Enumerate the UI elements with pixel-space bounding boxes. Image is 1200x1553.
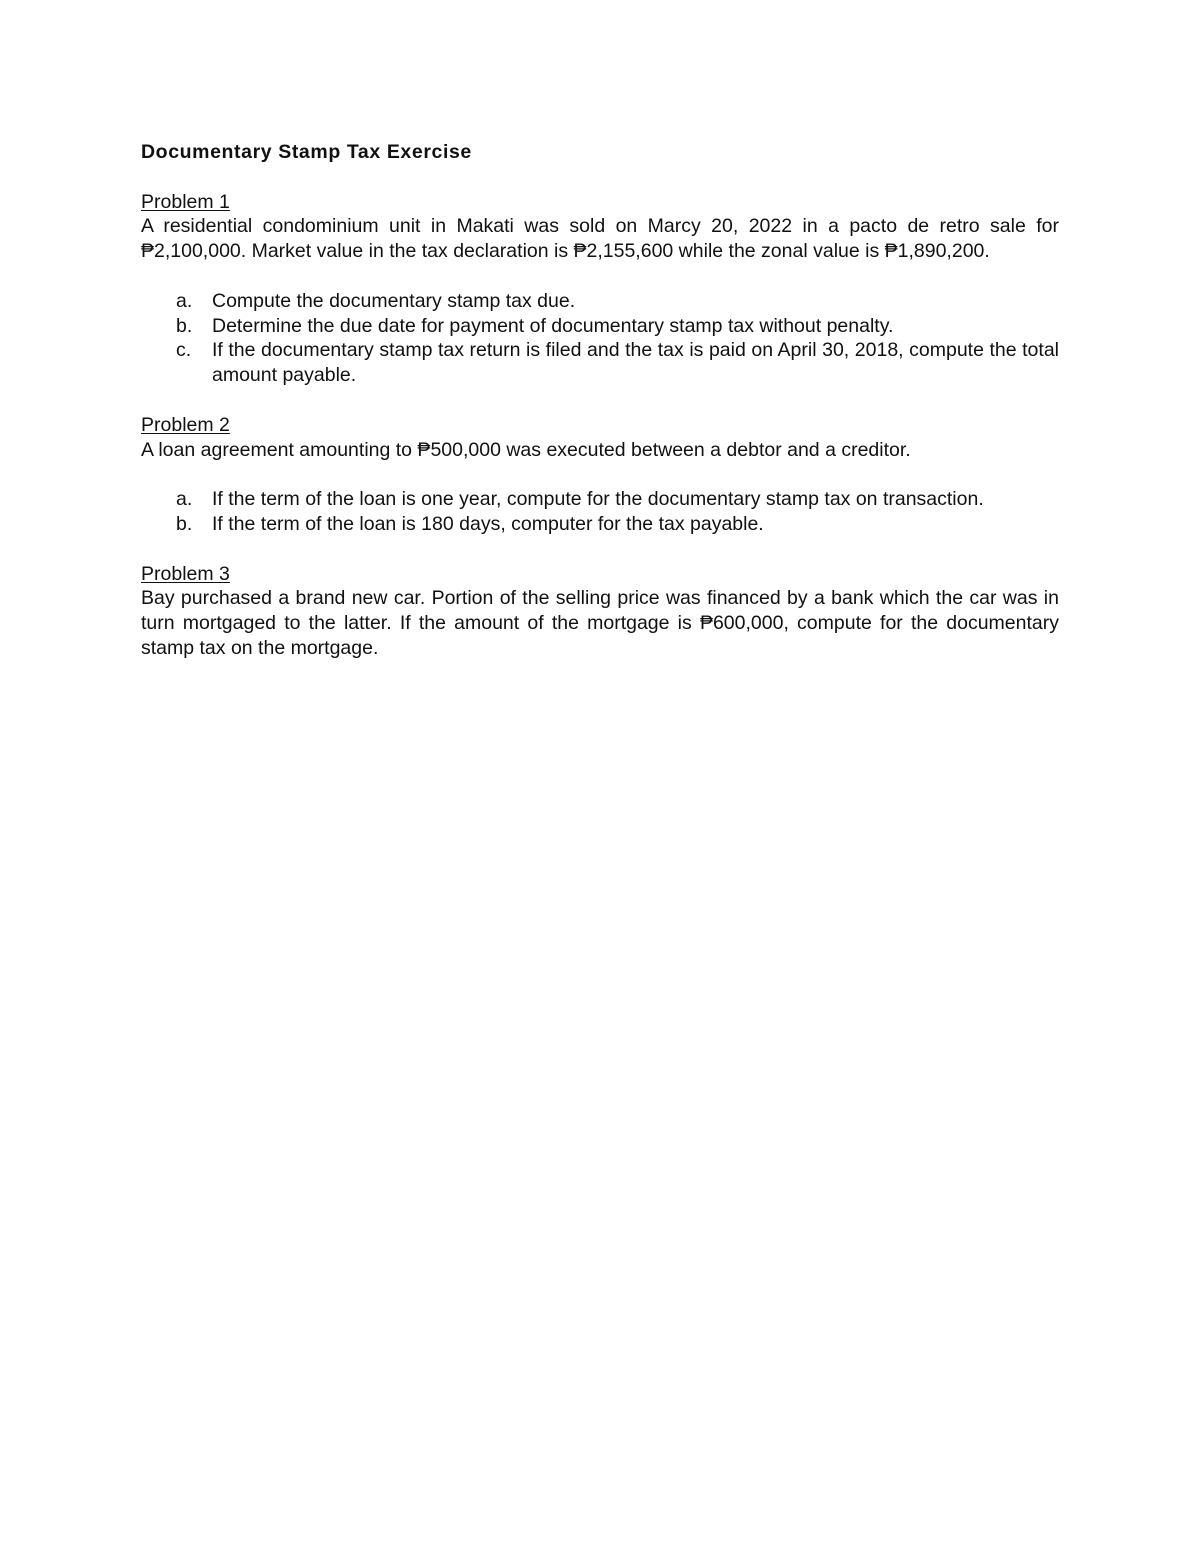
- list-marker: b.: [176, 314, 193, 337]
- problem-2-list: [141, 487, 1059, 537]
- document-title: Documentary Stamp Tax Exercise: [141, 141, 472, 163]
- problem-2-section: [141, 413, 1059, 537]
- list-marker: c.: [176, 339, 192, 362]
- list-item-text: Compute the documentary stamp tax due.: [212, 289, 576, 312]
- list-marker: a.: [176, 488, 193, 511]
- problem-3-section: [141, 562, 1059, 661]
- problem-1-text: A residential condominium unit in Makati was sold on Marcy 20, 2022 in a pacto de retro sale for ₱2,100,000. Market value in the tax declaration is ₱2,155,600 while the zonal value is ₱1,890,200.: [141, 215, 1059, 263]
- list-item-text: If the term of the loan is 180 days, computer for the tax payable.: [212, 512, 764, 535]
- document-page: [141, 140, 1059, 686]
- problem-1-heading: Problem 1: [141, 190, 230, 213]
- list-item-text: If the term of the loan is one year, compute for the documentary stamp tax on transaction.: [212, 488, 984, 511]
- list-item: [141, 289, 1059, 314]
- list-item: [141, 338, 1059, 388]
- list-marker: b.: [176, 512, 193, 535]
- list-marker: a.: [176, 289, 193, 312]
- list-item-text: If the documentary stamp tax return is filed and the tax is paid on April 30, 2018, compute the total amount payable.: [212, 339, 1059, 387]
- problem-2-text: A loan agreement amounting to ₱500,000 was executed between a debtor and a creditor.: [141, 438, 911, 461]
- list-item: [141, 512, 1059, 537]
- problem-3-heading: Problem 3: [141, 562, 230, 585]
- list-item: [141, 487, 1059, 512]
- list-item-text: Determine the due date for payment of documentary stamp tax without penalty.: [212, 314, 894, 337]
- problem-3-text: Bay purchased a brand new car. Portion of the selling price was financed by a bank which the car was in turn mortgaged to the latter. If the amount of the mortgage is ₱600,000, compute for the documentary stamp tax on the mortgage.: [141, 587, 1059, 659]
- problem-2-heading: Problem 2: [141, 413, 230, 436]
- list-item: [141, 314, 1059, 339]
- problem-1-section: [141, 190, 1059, 388]
- problem-1-list: [141, 289, 1059, 388]
